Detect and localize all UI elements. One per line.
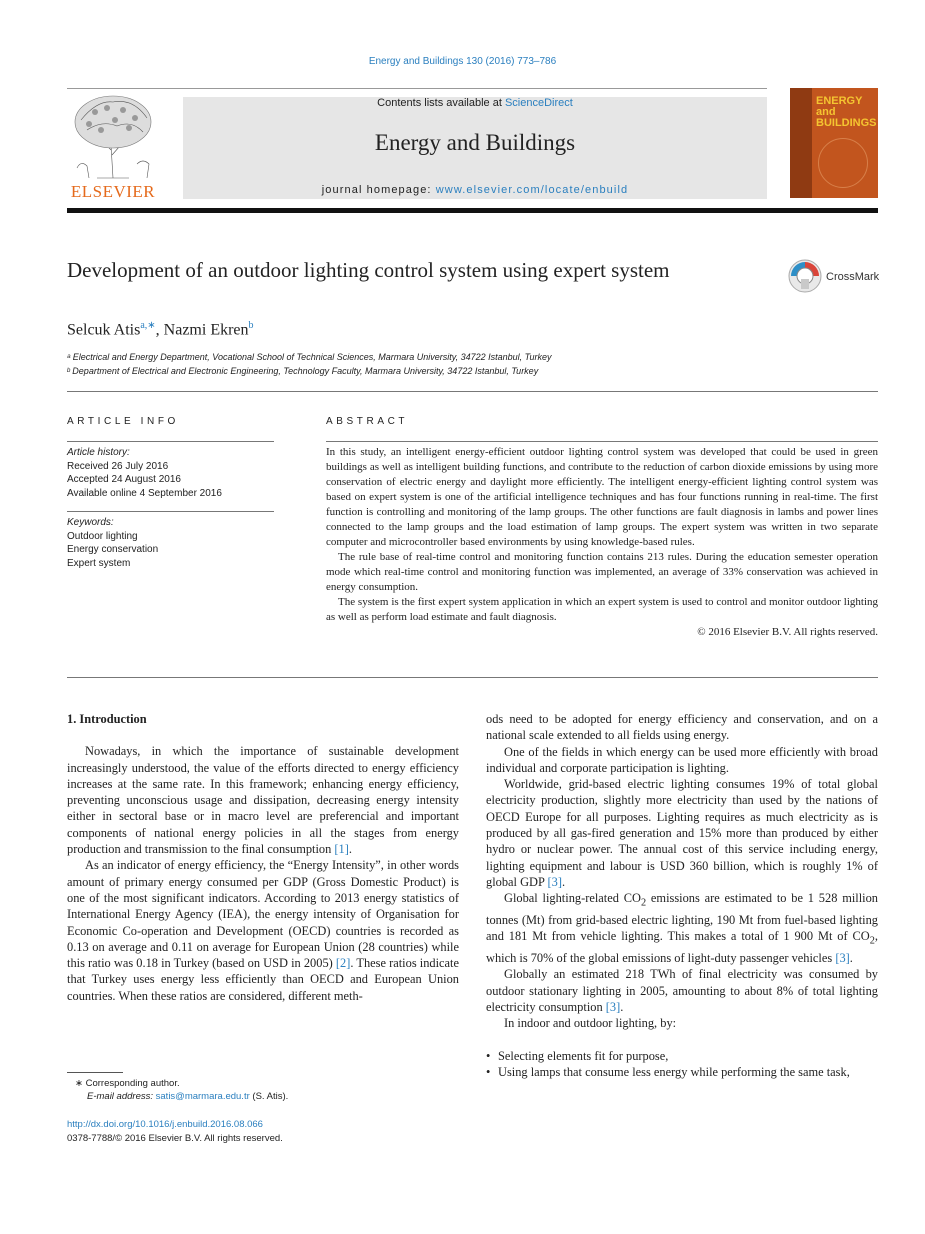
divider [67,511,274,512]
cover-title-line-1: ENERGY [816,95,863,107]
abstract-copyright: © 2016 Elsevier B.V. All rights reserved. [697,626,878,638]
body-paragraph: Global lighting-related $CO_2$ emissions are estimated to be 1 528 million tonnes (Mt) from grid-based electric lighting, 190 Mt from fuel-based lighting and 181 Mt from vehicle lighting. This makes a total of 1 900 Mt of $CO_2$, which is 70% of the global emissions of light-duty passenger vehicles [3]. [486,891,879,966]
affiliation-b: ᵇ Department of Electrical and Electronic Engineering, Technology Faculty, Marmara University, 34722 Istanbul, Turkey [67,366,539,376]
body-paragraph: ods need to be adopted for energy efficiency and conservation, and on a national scale extended to all fields using energy. [486,712,878,743]
cover-title [816,96,877,129]
doi-link[interactable] [67,1118,263,1131]
journal-title: Energy and Buildings [374,130,576,155]
bullet-text: Selecting elements fit for purpose, [498,1048,669,1063]
paragraph-text: emissions are estimated to be 1 528 million tonnes (Mt) from grid-based electric lighting, 190 Mt from fuel-based lighting and 181 Mt from vehicle lighting. This makes a total of 1 900 Mt of CO [486,891,879,944]
article-title: Development of an outdoor lighting control system using expert system [67,258,670,282]
paragraph-text: As an indicator of energy efficiency, the “Energy Intensity”, in other words amount of primary energy consumed per GDP (Gross Domestic Product) is one of the most significant indicators. According to 2013 energy statistics of International Energy Agency (IEA), the energy intensity of Organisation for Economic Co-operation and Development (OECD) countries is recorded as 0.13 on average and 0.11 on average for European Union (28 countries) while this ratio was 0.18 in Turkey (based on USD in 2005) [67,858,459,971]
crossmark-label[interactable]: CrossMark [826,271,880,283]
citation-link[interactable]: [2] [335,956,351,971]
article-info-heading: ARTICLE INFO [67,416,179,427]
keyword: Expert system [67,557,131,569]
citation-link[interactable]: [3] [547,874,562,889]
abstract-paragraph: The rule base of real-time control and monitoring function contains 213 rules. During the education semester operation mode which real-time control and monitoring function was implemented, an average of 33% conservation was achieved in energy consumption. [326,551,878,593]
keywords [67,516,274,570]
email-label: E-mail address: [87,1091,156,1102]
journal-cover-image [790,88,878,198]
abstract-paragraph: The system is the first expert system application in which an expert system is used to control and monitor outdoor lighting as well as perform load estimate and fault diagnosis. [326,596,878,623]
contents-prefix: Contents lists available at [377,97,505,109]
author-name: Nazmi Ekren [163,321,249,339]
paragraph-text: Nowadays, in which the importance of sustainable development increasingly understood, the value of the efforts directed to energy efficiency increases at the same rate. In this framework; enhancing energy efficiency, preventing unconscious usage and dissipation, decreasing energy intensity either in sectoral base or in macro level are preferencial and important components of national energy policies in all the stages from energy production and transmission to the final consumption [67,744,459,857]
header-thick-rule [67,208,878,213]
keywords-label: Keywords: [67,517,114,528]
email-tail: (S. Atis). [249,1091,289,1102]
bullet-item [486,1064,878,1080]
author-separator: , [155,321,164,339]
subscript: 2 [640,897,647,909]
sciencedirect-link[interactable]: ScienceDirect [504,97,573,109]
author-affiliation-marker[interactable]: b [248,320,254,331]
abstract-body [326,445,878,640]
affiliation-a: ᵃ Electrical and Energy Department, Vocational School of Technical Sciences, Marmara University, 34722 Istanbul, Turkey [67,352,552,362]
homepage-line [183,184,767,196]
body-paragraph [67,857,459,1004]
divider [326,441,878,442]
online-date: Available online 4 September 2016 [67,487,222,499]
subscript: 2 [869,935,875,947]
author-list [67,320,254,339]
author-name: Selcuk Atis [67,321,141,339]
paragraph-text: Globally an estimated 218 TWh of final electricity was consumed by outdoor stationary lighting in 2005, amounting to about 8% of total lighting electricity consumption [486,967,878,1014]
paragraph-text: Worldwide, grid-based electric lighting consumes 19% of total global electricity production, slightly more electricity than used by the nations of OECD Europe for all purposes. Lighting requires as much electricity as is produced by all gas-fired generation and 15% more than produced by either hydro or nuclear power. The annual cost of this service including energy, lighting equipment and labour is USD 360 billion, which is roughly 1% of global GDP [486,777,878,889]
body-paragraph: Nowadays, in which the importance of sustainable development increasingly understood, the value of the efforts directed to energy efficiency increases at the same rate. In this framework; enhancing energy efficiency, preventing unconscious usage and dissipation, decreasing energy intensity either in sectoral base or in macro level are preferencial and important components of national energy policies in all the stages from energy production and transmission to the final consumption [1]. [67,744,459,857]
divider [67,391,878,392]
crossmark-icon[interactable] [788,259,822,293]
cover-graphic [818,138,868,188]
abstract-paragraph: In this study, an intelligent energy-efficient outdoor lighting control system was developed that could be used in green buildings as well as intelligent building functions, and contribute to the reduction of carbon dioxide emissions by using more conservation of electric energy and daylight more efficiently. The intelligent energy-efficient lighting control system was based on expert system is one of the artificial intelligence techniques and has four functions running in real-time. The first function is controlling and monitoring of the lamp groups. The other functions are fault diagnosis in lambs and power lines connected to the lamp groups and the load estimation of lamp groups. The expert system was written in two separate computer and microcontroller based environments by using knowledge-based rules. [326,446,878,548]
contents-line [183,97,767,109]
citation-link[interactable]: [3] [835,951,850,966]
cover-title-line-2: and [816,106,836,118]
citation-link[interactable]: [3] [605,999,621,1014]
accepted-date: Accepted 24 August 2016 [67,474,181,485]
journal-citation[interactable]: Energy and Buildings 130 (2016) 773–786 [368,56,557,67]
issn-line: 0378-7788/© 2016 Elsevier B.V. All rights reserved. [67,1133,283,1144]
received-date: Received 26 July 2016 [67,460,169,472]
body-paragraph: In indoor and outdoor lighting, by: [504,1016,677,1031]
article-history [67,446,274,500]
header-rule [67,88,767,89]
bullet-item [486,1048,878,1064]
body-right-column [486,711,878,1080]
homepage-link[interactable]: www.elsevier.com/locate/enbuild [435,184,629,196]
email-link[interactable]: satis@marmara.edu.tr [155,1091,250,1102]
history-label: Article history: [67,447,130,458]
body-left-column [67,711,459,1004]
abstract-heading: ABSTRACT [326,416,409,427]
doi-link-text[interactable]: http://dx.doi.org/10.1016/j.enbuild.2016.08.066 [67,1119,263,1130]
citation-link[interactable]: [1] [334,842,349,857]
bullet-icon: • [486,1064,491,1079]
cover-title-line-3: BUILDINGS [816,117,877,129]
paragraph-text: , which is 70% of the global emissions of light-duty passenger vehicles [486,929,878,966]
section-heading: 1. Introduction [67,712,147,726]
publisher-wordmark: ELSEVIER [70,182,156,201]
corresponding-author-note: ∗ Corresponding author. [75,1078,180,1089]
paragraph-text: Global lighting-related CO [504,891,641,906]
author-affiliation-marker[interactable]: a,∗ [140,320,156,331]
body-paragraph: One of the fields in which energy can be used more efficiently with broad individual and corporate participation is lighting. [486,744,878,775]
cover-spine [790,88,812,198]
bullet-icon: • [486,1048,491,1063]
body-paragraph: Globally an estimated 218 TWh of final electricity was consumed by outdoor stationary lighting in 2005, amounting to about 8% of total lighting electricity consumption [3]. [486,967,878,1014]
bullet-text: Using lamps that consume less energy while performing the same task, [498,1064,850,1079]
footnote-rule [67,1072,123,1073]
divider [67,677,878,678]
body-paragraph: Worldwide, grid-based electric lighting consumes 19% of total global electricity production, slightly more electricity than used by the nations of OECD Europe for all purposes. Lighting requires as much electricity as is produced by all gas-fired generation and 15% more than produced by either hydro or nuclear power. The annual cost of this service including energy, lighting equipment and labour is USD 360 billion, which is roughly 1% of global GDP [3]. [486,777,878,889]
keyword: Energy conservation [67,544,159,555]
homepage-prefix: journal homepage: [321,184,436,196]
paragraph-text: . These ratios indicate that Turkey uses energy less efficiently than OECD and European Union countries. When these ratios are considered, different meth- [67,956,459,1003]
divider [67,441,274,442]
email-note [87,1090,288,1103]
keyword: Outdoor lighting [67,530,138,542]
